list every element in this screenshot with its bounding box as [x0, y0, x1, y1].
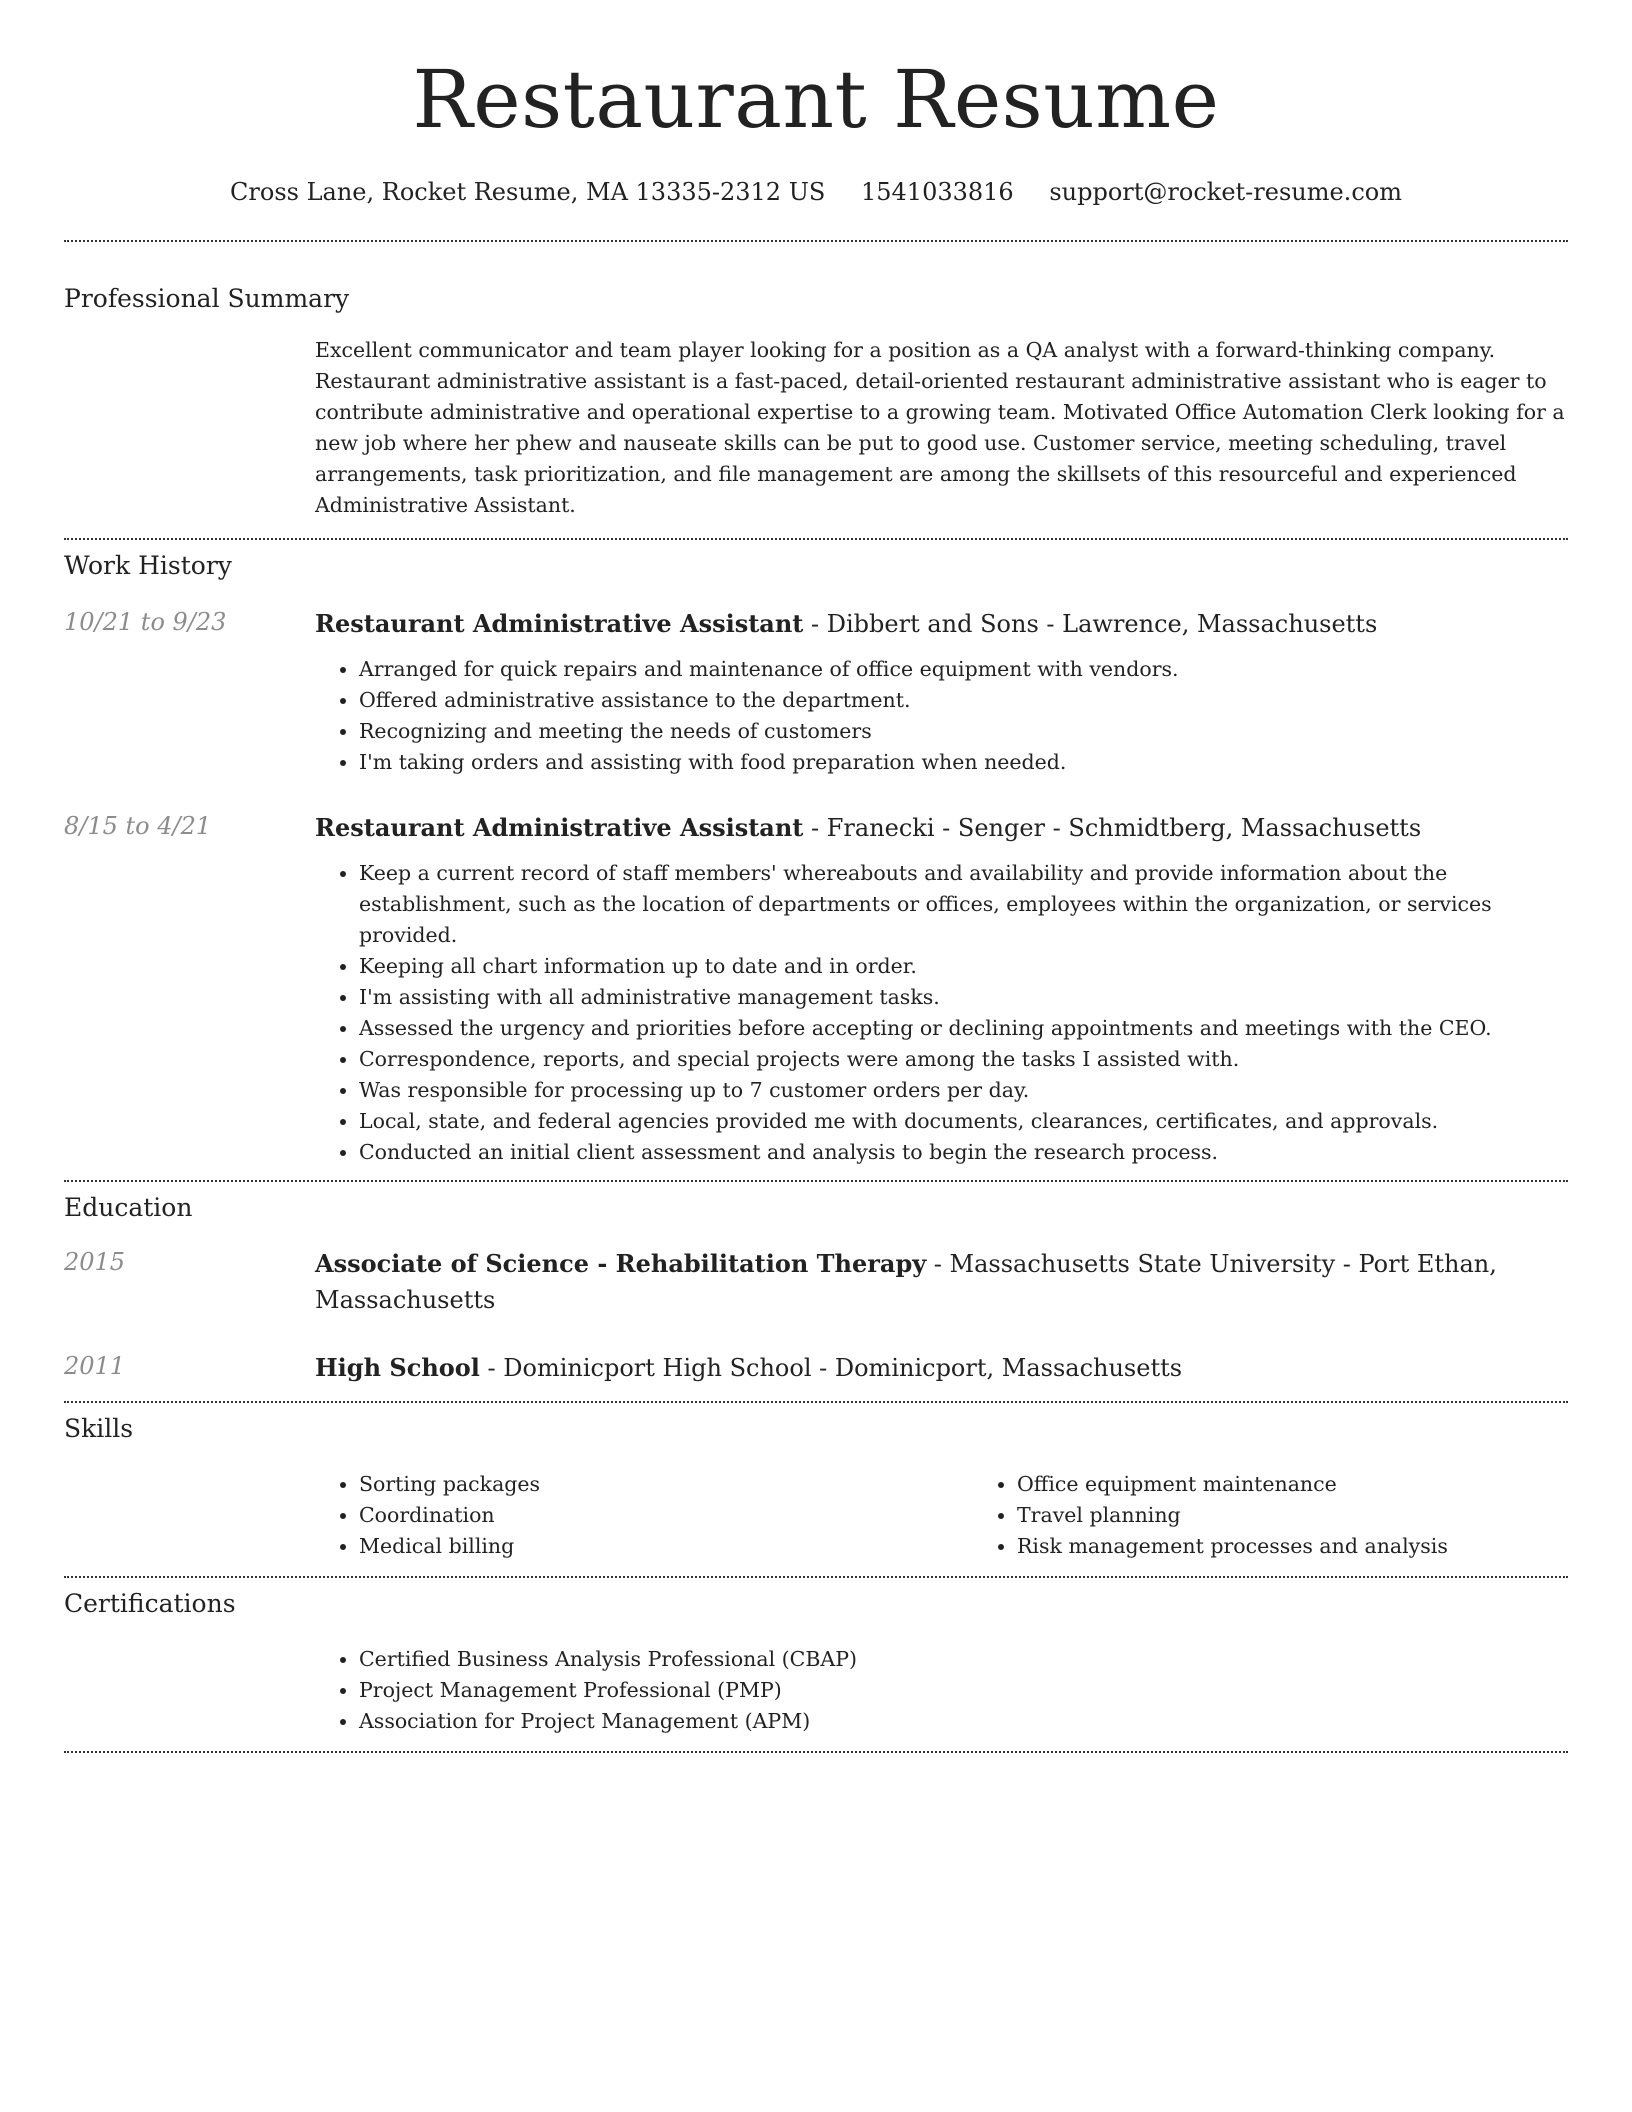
list-item: • Medical billing — [359, 1531, 973, 1562]
education-school: - Dominicport High School - Dominicport, Massachusetts — [479, 1354, 1183, 1382]
skills-list-right — [973, 1469, 1631, 1562]
job-role: Restaurant Administrative Assistant — [315, 609, 804, 638]
job-dates: 10/21 to 9/23 — [64, 608, 227, 636]
section-title-summary: Professional Summary — [64, 284, 350, 313]
list-item: • Office equipment maintenance — [1017, 1469, 1631, 1500]
education-degree: High School — [315, 1353, 480, 1382]
list-item: • Recognizing and meeting the needs of customers — [359, 716, 1568, 747]
divider — [64, 240, 1568, 242]
resume-name: Restaurant Resume — [412, 53, 1220, 146]
divider — [64, 1180, 1568, 1182]
section-title-work: Work History — [64, 551, 232, 580]
job-employer: - Franecki - Senger - Schmidtberg, Massachusetts — [803, 814, 1422, 842]
education-degree: Associate of Science - Rehabilitation Therapy — [315, 1249, 927, 1278]
list-item: • Arranged for quick repairs and maintenance of office equipment with vendors. — [359, 654, 1568, 685]
education-year: 2015 — [64, 1248, 126, 1276]
list-item: • Assessed the urgency and priorities before accepting or declining appointments and meetings with the CEO. — [359, 1013, 1568, 1044]
education-entry — [64, 1350, 1568, 1386]
contact-email: support@rocket-resume.com — [1049, 178, 1402, 206]
job-entry — [64, 606, 1568, 778]
education-entry — [64, 1246, 1568, 1318]
contact-line — [64, 176, 1568, 208]
job-heading — [315, 810, 1568, 846]
job-role: Restaurant Administrative Assistant — [315, 813, 804, 842]
list-item: • Sorting packages — [359, 1469, 973, 1500]
divider — [64, 1576, 1568, 1578]
list-item: • Keep a current record of staff members' whereabouts and availability and provide information about the establishment, such as the location of departments or offices, employees within the organization, or services provided. — [359, 858, 1568, 951]
skills-section — [64, 1413, 1568, 1562]
list-item: • Coordination — [359, 1500, 973, 1531]
list-item: • Risk management processes and analysis — [1017, 1531, 1631, 1562]
list-item: • I'm taking orders and assisting with food preparation when needed. — [359, 747, 1568, 778]
list-item: • Correspondence, reports, and special projects were among the tasks I assisted with. — [359, 1044, 1568, 1075]
certifications-list — [315, 1644, 1568, 1737]
education-section — [64, 1192, 1568, 1386]
divider — [64, 1751, 1568, 1753]
summary-text: Excellent communicator and team player looking for a position as a QA analyst with a forward-thinking company. Restaurant administrative assistant is a fast-paced, detail-oriented restaurant administrative assistant who is eager to contribute administrative and operational expertise to a growing team. Motivated Office Automation Clerk looking for a new job where her phew and nauseate skills can be put to good use. Customer service, meeting scheduling, travel arrangements, task prioritization, and file management are among the skillsets of this resourceful and experienced Administrative Assistant. — [315, 338, 1565, 517]
job-employer: - Dibbert and Sons - Lawrence, Massachusetts — [803, 610, 1378, 638]
list-item: • Keeping all chart information up to date and in order. — [359, 951, 1568, 982]
education-heading — [315, 1246, 1568, 1318]
job-dates: 8/15 to 4/21 — [64, 812, 212, 840]
education-year: 2011 — [64, 1352, 126, 1380]
list-item: • Offered administrative assistance to the department. — [359, 685, 1568, 716]
job-heading — [315, 606, 1568, 642]
section-title-skills: Skills — [64, 1414, 134, 1443]
divider — [64, 538, 1568, 540]
work-section — [64, 550, 1568, 1168]
list-item: • Travel planning — [1017, 1500, 1631, 1531]
list-item: • Conducted an initial client assessment and analysis to begin the research process. — [359, 1137, 1568, 1168]
contact-address: Cross Lane, Rocket Resume, MA 13335-2312 US — [230, 178, 826, 206]
job-bullets — [315, 654, 1568, 778]
list-item: • Project Management Professional (PMP) — [359, 1675, 1568, 1706]
job-bullets — [315, 858, 1568, 1168]
resume-page — [64, 0, 1568, 1753]
contact-phone: 1541033816 — [861, 178, 1014, 206]
education-heading — [315, 1350, 1568, 1386]
list-item: • Certified Business Analysis Professional (CBAP) — [359, 1644, 1568, 1675]
list-item: • Association for Project Management (APM) — [359, 1706, 1568, 1737]
certifications-section — [64, 1588, 1568, 1737]
section-title-education: Education — [64, 1193, 193, 1222]
list-item: • I'm assisting with all administrative management tasks. — [359, 982, 1568, 1013]
list-item: • Was responsible for processing up to 7 customer orders per day. — [359, 1075, 1568, 1106]
education-school: - Massachusetts State University - Port Ethan, Massachusetts — [315, 1250, 1497, 1314]
divider — [64, 1401, 1568, 1403]
skills-list-left — [315, 1469, 973, 1562]
job-entry — [64, 810, 1568, 1168]
list-item: • Local, state, and federal agencies provided me with documents, clearances, certificates, and approvals. — [359, 1106, 1568, 1137]
summary-section — [64, 283, 1568, 521]
section-title-certifications: Certifications — [64, 1589, 236, 1618]
